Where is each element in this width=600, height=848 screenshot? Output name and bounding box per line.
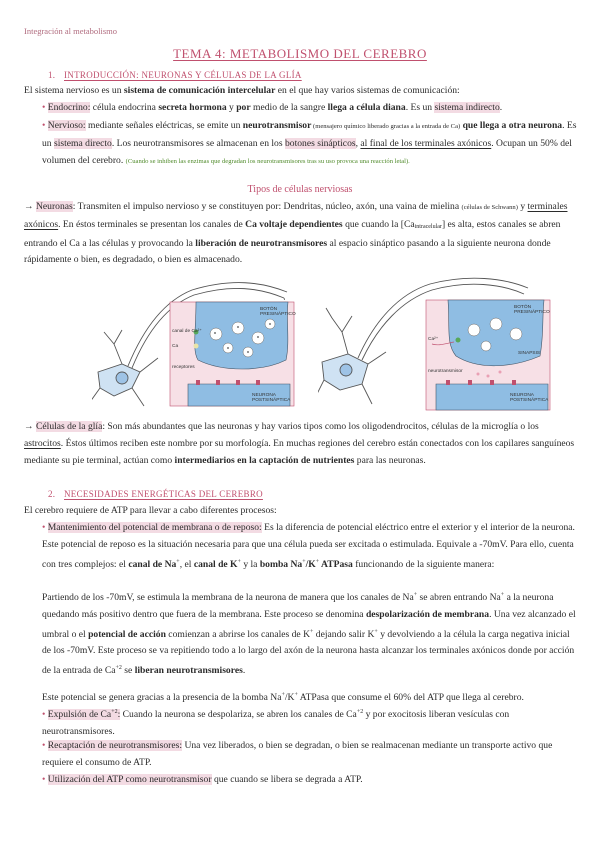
section-2-heading: 2. NECESIDADES ENERGÉTICAS DEL CEREBRO <box>48 489 263 499</box>
despolarizacion-paragraph: Partiendo de los -70mV, se estimula la membrana de la neurona de manera que los canales de Na+ se abren entrando Na+ a la neurona quedando más positivo dentro que fuera de la membrana. Este proceso se denomina despolarización de membrana. Una vez alcanzado el umbral o el potencial de acción comienzan a abrirse los canales de K+ dejando salir K+ y devolviendo a la célula la carga negativa inicial de los -70mV. Este proceso se va repitiendo todo a lo largo del axón de la neurona hasta alcanzar los terminales axónicos donde por acción de la entrada de $Ca^{+2}$ se liberan neurotransmisores. <box>42 592 576 677</box>
intro-paragraph: El sistema nervioso es un sistema de comunicación intercelular en el que hay varios sistemas de comunicación: <box>24 85 460 96</box>
mantenimiento-item: • Mantenimiento del potencial de membrana o de reposo: Es la diferencia de potencial eléctrico entre el exterior y el interior de la neurona. Este potencial de reposo es la situación necesaria para que una célula pueda ser excitada o estimulada. Equivale a -70mV. Para ello, cuenta con tres complejos: el canal de Na+, el canal de K+ y la bomba Na+/K+ ATPasa funcionando de la siguiente manera: <box>42 522 575 570</box>
running-header: Integración al metabolismo <box>24 26 117 36</box>
svg-text:POSTSINÁPTICA: POSTSINÁPTICA <box>510 398 549 403</box>
expulsion-item: • Expulsión de $Ca^{+2}$: Cuando la neurona se despolariza, se abren los canales de $Ca^{+2}$ y por exocitosis liberan vesículas con neurotransmisores. <box>42 709 510 737</box>
cell-types-subheading: Tipos de células nerviosas <box>247 184 353 195</box>
page-title: TEMA 4: METABOLISMO DEL CEREBRO <box>173 46 427 61</box>
svg-text:POSTSINÁPTICA: POSTSINÁPTICA <box>252 398 291 403</box>
synapse-figure-left <box>92 272 302 412</box>
svg-text:canal de Ca²⁺: canal de Ca²⁺ <box>172 329 202 334</box>
atp-intro: El cerebro requiere de ATP para llevar a cabo diferentes procesos: <box>24 505 277 516</box>
svg-text:neurotransmisor: neurotransmisor <box>428 369 463 374</box>
svg-text:NEURONA: NEURONA <box>510 393 534 398</box>
svg-text:SINAPSIS: SINAPSIS <box>518 351 541 356</box>
bullet-icon: • <box>42 522 46 533</box>
neuronas-paragraph: → Neuronas: Transmiten el impulso nervioso y se constituyen por: Dendritas, núcleo, axón, una vaina de mielina (células de Schwann) y terminales axónicos. En éstos terminales se presentan los canales de Ca voltaje dependientes que cuando la [Caintracelular] es alta, estos canales se abren entrando el Ca a las células y provocando la liberación de neurotransmisores al espacio sináptico pasando a la siguiente neurona donde rápidamente o bien, es degradado, o bien es almacenado. <box>24 201 568 266</box>
bullet-icon: • <box>42 709 46 720</box>
section-1-heading: 1. INTRODUCCIÓN: NEURONAS Y CÉLULAS DE LA GLÍA <box>48 70 302 80</box>
svg-text:Ca: Ca <box>172 344 179 349</box>
nervioso-item: • Nervioso: mediante señales eléctricas, se emite un neurotransmisor (mensajero químico liberado gracias a la entrada de Ca) que llega a otra neurona. Es un sistema directo. Los neurotransmisores se almacenan en los botones sinápticos, al final de los terminales axónicos. Ocupan un 50% del volumen del cerebro. (Cuando se inhiben las enzimas que degradan los neurotransmisores tras su uso provoca una reacción letal). <box>42 120 577 166</box>
endocrino-item: • Endocrino: célula endocrina secreta hormona y por medio de la sangre llega a célula diana. Es un sistema indirecto. <box>42 102 503 113</box>
svg-text:Ca²⁺: Ca²⁺ <box>428 337 439 342</box>
recaptacion-item: • Recaptación de neurotransmisores: Una vez liberados, o bien se degradan, o bien se realmacenan mediante un transporte activo que requiere el consumo de ATP. <box>42 740 553 768</box>
bullet-icon: • <box>42 774 46 785</box>
svg-text:BOTÓN: BOTÓN <box>260 307 278 312</box>
bullet-icon: • <box>42 102 46 113</box>
synapse-figure-right <box>318 272 554 412</box>
svg-text:receptores: receptores <box>172 365 195 370</box>
glia-paragraph: → Células de la glía: Son más abundantes que las neuronas y hay varios tipos como los oligodendrocitos, células de la microglía o los astrocitos. Éstos últimos reciben este nombre por su morfología. En muchas regiones del cerebro están conectados con los capilares sanguíneos mediante su pie terminal, actúan como intermediarios en la captación de nutrientes para las neuronas. <box>24 421 575 466</box>
bullet-icon: • <box>42 740 46 751</box>
bomba-paragraph: Este potencial se genera gracias a la presencia de la bomba Na+/K+ ATPasa que consume el 60% del ATP que llega al cerebro. <box>42 692 524 703</box>
utilizacion-item: • Utilización del ATP como neurotransmisor que cuando se libera se degrada a ATP. <box>42 774 363 785</box>
svg-text:BOTÓN: BOTÓN <box>514 305 532 310</box>
svg-text:PRESINÁPTICO: PRESINÁPTICO <box>514 310 550 315</box>
svg-text:NEURONA: NEURONA <box>252 393 276 398</box>
svg-text:PRESINÁPTICO: PRESINÁPTICO <box>260 312 296 317</box>
bullet-icon: • <box>42 120 46 131</box>
